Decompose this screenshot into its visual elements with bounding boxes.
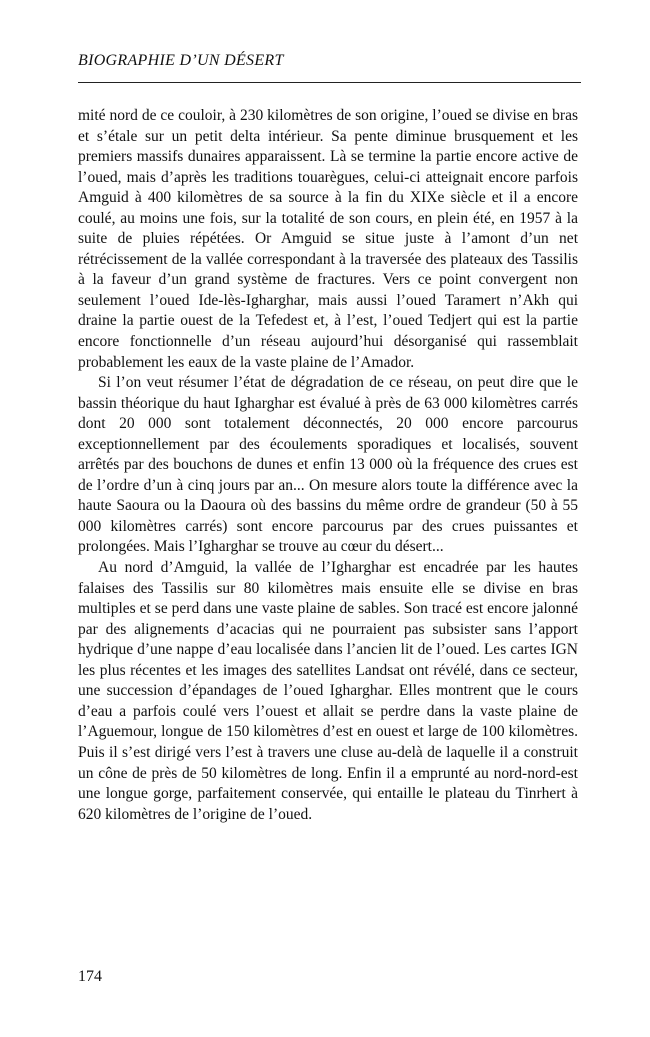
paragraph-continued: mité nord de ce couloir, à 230 kilomètres de son origine, l’oued se divise en bras et s’étale sur un petit delta intérieur. Sa pente diminue brusquement et les premiers massifs dunaires apparaissent. Là se termine la partie encore active de l’oued, mais d’après les traditions touarègues, celui-ci atteignait encore parfois Amguid à 400 kilomètres de sa source à la fin du XIXe siècle et il a encore coulé, au moins une fois, sur la totalité de son cours, en plein été, en 1957 à la suite de pluies répétées. Or Amguid se situe juste à l’amont d’un net rétrécissement de la vallée correspondant à la traversée des plateaux des Tassilis à la faveur d’un grand système de fractures. Vers ce point convergent non seulement l’oued Ide-lès-Igharghar, mais aussi l’oued Taramert n’Akh qui draine la partie ouest de la Tefedest et, à l’est, l’oued Tedjert qui est la partie encore fonctionnelle d’un réseau aujourd’hui désorganisé qui rassemblait probablement les eaux de la vaste plaine de l’Amador. [78,107,578,371]
running-head-title: BIOGRAPHIE D’UN DÉSERT [78,52,284,69]
book-page [78,0,578,1037]
page-number: 174 [78,968,102,985]
body-text [78,106,578,825]
header-rule [78,82,581,83]
paragraph: Au nord d’Amguid, la vallée de l’Igharghar est encadrée par les hautes falaises des Tassilis sur 80 kilomètres mais ensuite elle se divise en bras multiples et se perd dans une vaste plaine de sables. Son tracé est encore jalonné par des alignements d’acacias qui ne pourraient pas subsister sans l’apport hydrique d’une nappe d’eau localisée dans l’ancien lit de l’oued. Les cartes IGN les plus récentes et les images des satellites Landsat ont révélé, dans ce secteur, une succession d’épandages de l’oued Igharghar. Elles montrent que le cours d’eau a parfois coulé vers l’ouest et allait se perdre dans la vaste plaine de l’Aguemour, longue de 150 kilomètres d’est en ouest et large de 100 kilomètres. Puis il s’est dirigé vers l’est à travers une cluse au-delà de laquelle il a construit un cône de près de 50 kilomètres de long. Enfin il a emprunté au nord-nord-est une longue gorge, parfaitement conservée, qui entaille le plateau du Tinrhert à 620 kilomètres de l’origine de l’oued. [78,559,578,823]
paragraph: Si l’on veut résumer l’état de dégradation de ce réseau, on peut dire que le bassin théorique du haut Igharghar est évalué à près de 63 000 kilomètres carrés dont 20 000 sont totalement déconnectés, 20 000 encore parcourus exceptionnellement par des écoulements sporadiques et localisés, souvent arrêtés par des bouchons de dunes et enfin 13 000 où la fréquence des crues est de l’ordre d’un à cinq jours par an... On mesure alors toute la différence avec la haute Saoura ou la Daoura où des bassins du même ordre de grandeur (50 à 55 000 kilomètres carrés) sont encore parcourus par des crues puissantes et prolongées. Mais l’Igharghar se trouve au cœur du désert... [78,374,578,556]
